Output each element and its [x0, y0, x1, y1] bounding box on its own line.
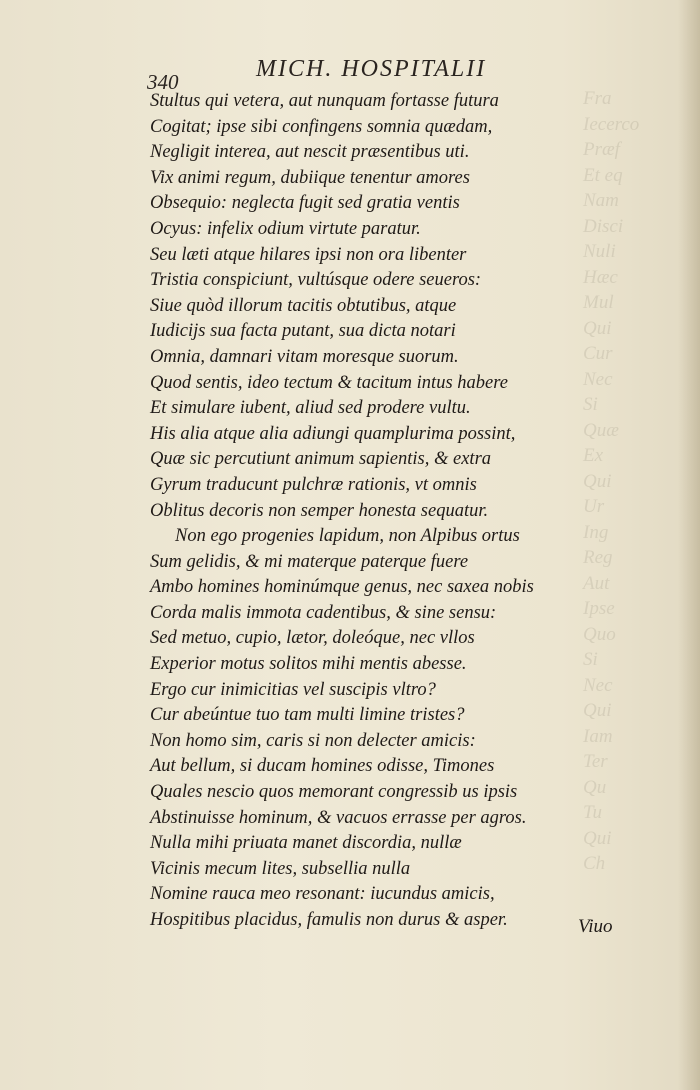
verse-line: Ergo cur inimicitias vel suscipis vltro?	[150, 679, 436, 700]
verse-line: Quæ sic percutiunt animum sapientis, & extra	[150, 449, 492, 470]
verse-line: Nulla mihi priuata manet discordia, nullæ	[150, 833, 462, 854]
show-through-text: Fra Iecerco Præf Et eq Nam Disci Nuli Hæc Mul Qui Cur Nec Si Quæ Ex Qui Ur Ing Reg Aut Ipse Quo Si Nec Qui Iam Ter Qu Tu Qui Ch	[583, 88, 640, 874]
verse-line: Sed metuo, cupio, lætor, doleóque, nec vllos	[150, 628, 475, 649]
verse-line: Corda malis immota cadentibus, & sine sensu:	[150, 602, 497, 623]
verse-line: Negligit interea, aut nescit præsentibus uti.	[150, 142, 470, 163]
verse-line: Et simulare iubent, aliud sed prodere vultu.	[150, 398, 471, 419]
verse-line: Quales nescio quos memorant congressib us ipsis	[150, 782, 518, 803]
verse-line: Oblitus decoris non semper honesta sequatur.	[150, 500, 489, 521]
verse-line: Quod sentis, ideo tectum & tacitum intus habere	[150, 372, 508, 393]
verse-line: Sum gelidis, & mi materque paterque fuere	[150, 551, 469, 572]
verse-line: Experior motus solitos mihi mentis abesse.	[150, 654, 467, 675]
verse-line: Cogitat; ipse sibi confingens somnia quædam,	[150, 116, 493, 137]
verse-line: Hospitibus placidus, famulis non durus & asper.	[150, 910, 508, 930]
verse-line: Vicinis mecum lites, subsellia nulla	[150, 858, 411, 879]
verse-line: Stultus qui vetera, aut nunquam fortasse futura	[150, 91, 499, 111]
verse-line: Omnia, damnari vitam moresque suorum.	[150, 346, 459, 367]
verse-line: Iudicijs sua facta putant, sua dicta notari	[150, 321, 456, 342]
verse-line: Tristia conspiciunt, vultúsque odere seueros:	[150, 270, 482, 291]
verse-line: Vix animi regum, dubiique tenentur amores	[150, 167, 470, 188]
verse-line: His alia atque alia adiungi quamplurima possint,	[150, 423, 516, 444]
verse-line: Aut bellum, si ducam homines odisse, Timones	[150, 756, 495, 777]
running-head: MICH. HOSPITALII	[256, 56, 487, 82]
verse-line: Ocyus: infelix odium virtute paratur.	[150, 218, 421, 239]
verse-line: Gyrum traducunt pulchræ rationis, vt omnis	[150, 474, 477, 495]
verse-line: Seu læti atque hilares ipsi non ora libenter	[150, 244, 467, 265]
verse-line: Non homo sim, caris si non delecter amicis:	[150, 730, 476, 751]
verse-line: Siue quòd illorum tacitis obtutibus, atque	[150, 295, 457, 316]
catchword: Viuo	[578, 916, 613, 937]
verse-line: Cur abeúntue tuo tam multi limine tristes?	[150, 705, 465, 726]
verse-line: Non ego progenies lapidum, non Alpibus ortus	[175, 526, 520, 547]
verse-line: Ambo homines hominúmque genus, nec saxea nobis	[150, 577, 534, 598]
verse-line: Nomine rauca meo resonant: iucundus amicis,	[150, 884, 495, 905]
verse-line: Obsequio: neglecta fugit sed gratia ventis	[150, 193, 460, 214]
page-number: 340	[147, 70, 179, 94]
verse-line: Abstinuisse hominum, & vacuos errasse per agros.	[150, 807, 527, 828]
verse-block	[150, 89, 534, 934]
